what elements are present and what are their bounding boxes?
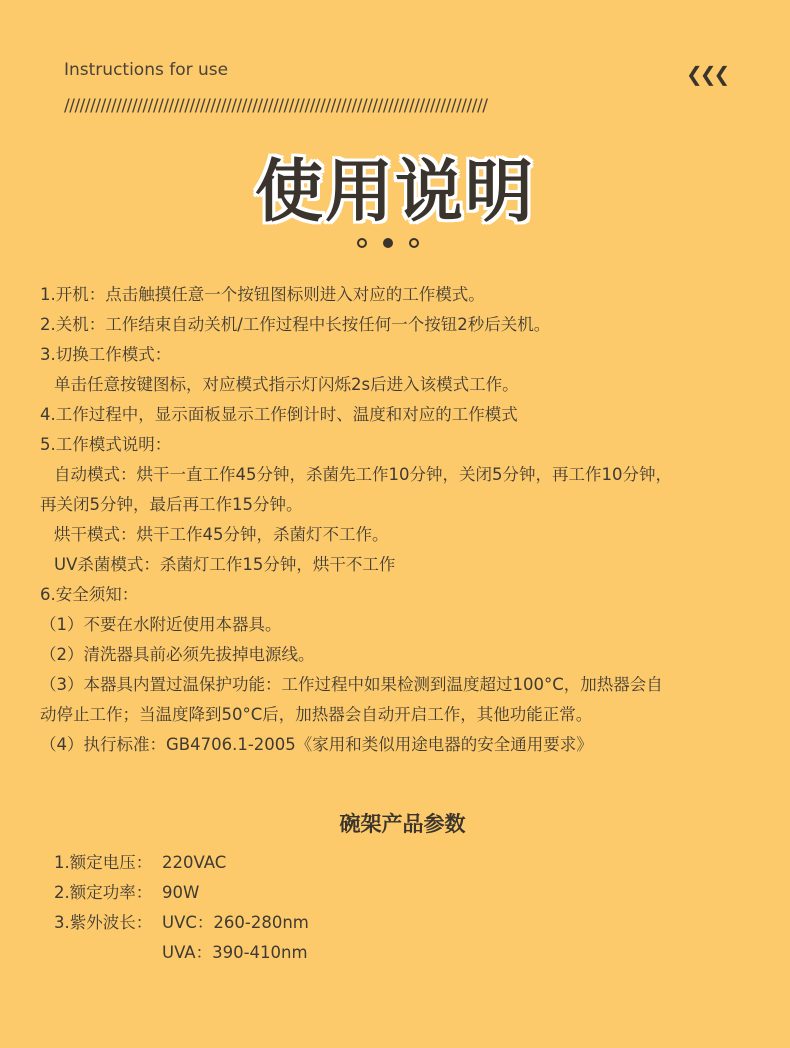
spec-value: 220VAC bbox=[162, 853, 227, 872]
spec-uva bbox=[54, 938, 309, 968]
spec-voltage bbox=[54, 848, 309, 878]
dot-active-icon bbox=[383, 238, 393, 248]
mode-auto-line2: 再关闭5分钟，最后再工作15分钟。 bbox=[40, 495, 303, 514]
spec-uv bbox=[54, 908, 309, 938]
dot-icon bbox=[409, 238, 419, 248]
chevron-left-icon: ❮❮❮ bbox=[686, 62, 728, 86]
safety-item-3-line2: 动停止工作；当温度降到50°C后，加热器会自动开启工作，其他功能正常。 bbox=[40, 705, 593, 724]
instruction-power-on: 1.开机：点击触摸任意一个按钮图标则进入对应的工作模式。 bbox=[40, 285, 485, 304]
specs-list bbox=[54, 848, 309, 968]
spec-value: 90W bbox=[162, 883, 200, 902]
spec-label: 2.额定功率： bbox=[54, 883, 153, 902]
page-title: 使用说明 bbox=[254, 153, 535, 232]
specs-title: 碗架产品参数 bbox=[339, 812, 466, 836]
instructions-body bbox=[40, 280, 736, 760]
spec-value: UVC：260-280nm bbox=[162, 913, 309, 932]
safety-item-2: （2）清洗器具前必须先拔掉电源线。 bbox=[40, 645, 315, 664]
slash-divider: ///////////////////////////////////////////////////////////////////////////////// bbox=[64, 96, 488, 116]
spec-label-empty bbox=[54, 938, 162, 968]
safety-item-3-line1: （3）本器具内置过温保护功能：工作过程中如果检测到温度超过100°C，加热器会自 bbox=[40, 675, 663, 694]
instruction-switch-mode: 3.切换工作模式： bbox=[40, 345, 172, 364]
safety-item-1: （1）不要在水附近使用本器具。 bbox=[40, 615, 282, 634]
spec-label: 3.紫外波长： bbox=[54, 913, 153, 932]
instruction-power-off: 2.关机：工作结束自动关机/工作过程中长按任何一个按钮2秒后关机。 bbox=[40, 315, 551, 334]
safety-item-4: （4）执行标准：GB4706.1-2005《家用和类似用途电器的安全通用要求》 bbox=[40, 735, 593, 754]
spec-label: 1.额定电压： bbox=[54, 853, 153, 872]
safety-heading: 6.安全须知： bbox=[40, 585, 139, 604]
dot-icon bbox=[357, 238, 367, 248]
instruction-modes: 5.工作模式说明： bbox=[40, 435, 172, 454]
header-label: Instructions for use bbox=[64, 60, 229, 80]
instruction-switch-mode-detail: 单击任意按键图标，对应模式指示灯闪烁2s后进入该模式工作。 bbox=[54, 375, 519, 394]
mode-dry: 烘干模式：烘干工作45分钟，杀菌灯不工作。 bbox=[54, 525, 389, 544]
dot-indicator bbox=[357, 238, 419, 248]
spec-value: UVA：390-410nm bbox=[162, 943, 308, 962]
mode-uv: UV杀菌模式：杀菌灯工作15分钟，烘干不工作 bbox=[54, 555, 396, 574]
mode-auto-line1: 自动模式：烘干一直工作45分钟，杀菌先工作10分钟，关闭5分钟，再工作10分钟， bbox=[54, 465, 672, 484]
spec-power bbox=[54, 878, 309, 908]
instruction-display: 4.工作过程中，显示面板显示工作倒计时、温度和对应的工作模式 bbox=[40, 405, 518, 424]
